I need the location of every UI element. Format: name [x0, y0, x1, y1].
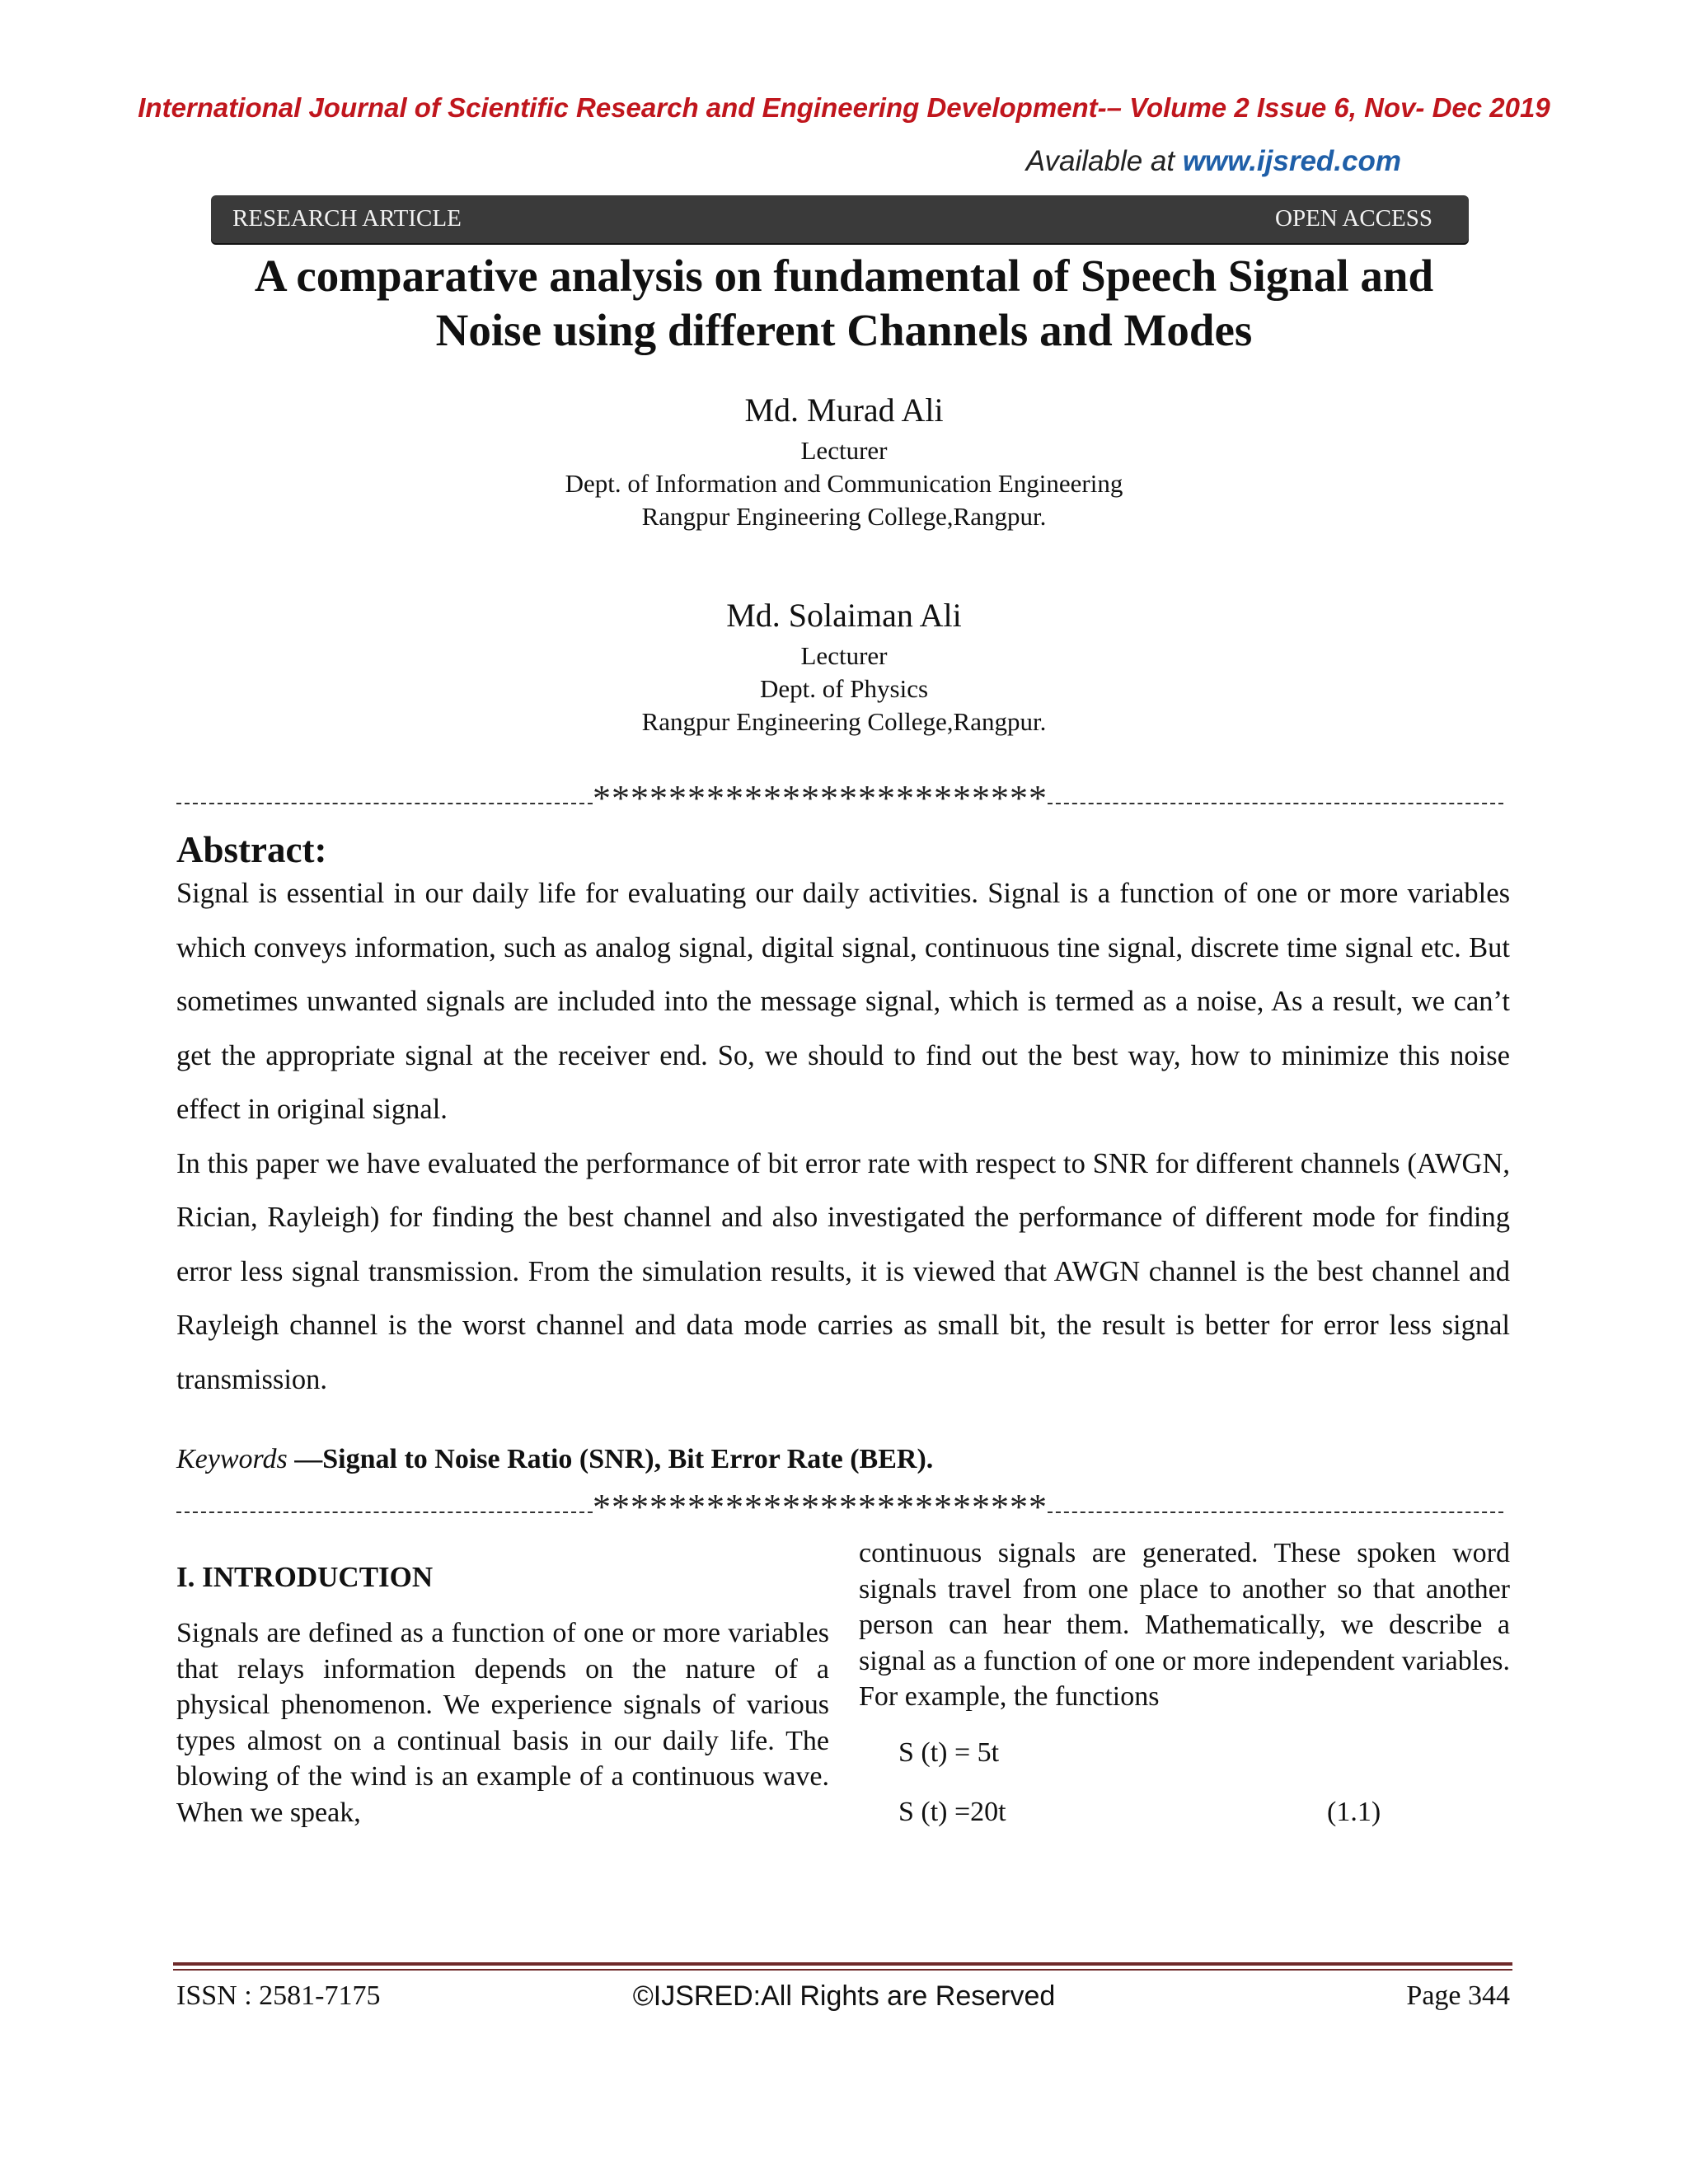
separator-stars: ************************ [593, 778, 1048, 818]
author-role: Lecturer [800, 436, 888, 465]
author-affiliation [0, 640, 1688, 738]
footer-issn: ISSN : 2581-7175 [176, 1980, 381, 2011]
introduction-heading: I. INTRODUCTION [176, 1561, 434, 1593]
separator-dashes [1048, 803, 1503, 804]
equation-number: (1.1) [1327, 1797, 1381, 1827]
author-name: Md. Murad Ali [744, 391, 944, 429]
author-name: Md. Solaiman Ali [726, 597, 962, 634]
author-dept: Dept. of Physics [759, 674, 929, 703]
author-role: Lecturer [800, 641, 888, 670]
open-access-label: OPEN ACCESS [1275, 205, 1432, 232]
author-dept: Dept. of Information and Communication Engineering [565, 469, 1123, 498]
journal-link[interactable]: www.ijsred.com [1182, 145, 1401, 177]
title-line-2: Noise using different Channels and Modes [435, 305, 1253, 355]
separator-dashes [1048, 1511, 1503, 1513]
research-article-label: RESEARCH ARTICLE [232, 205, 462, 232]
paper-title [148, 249, 1540, 358]
footer-rule [173, 1969, 1512, 1971]
footer-rights: ©IJSRED:All Rights are Reserved [632, 1980, 1056, 2012]
availability-line [1026, 145, 1401, 178]
separator-dashes [176, 803, 593, 804]
introduction-column-right: continuous signals are generated. These spoken word signals travel from one place to another so that another person can hear them. Mathematically, we describe a signal as a function of one or more independent variables. For example, the functions [859, 1538, 1510, 1712]
separator-dashes [176, 1511, 593, 1513]
keywords-text: —Signal to Noise Ratio (SNR), Bit Error Rate (BER). [287, 1444, 934, 1474]
keywords [176, 1444, 933, 1475]
article-type-banner [211, 195, 1469, 243]
section-separator [176, 780, 1503, 817]
footer-page-number: Page 344 [1406, 1980, 1510, 2011]
footer-rule [173, 1962, 1512, 1966]
journal-header: International Journal of Scientific Research and Engineering Development-– Volume 2 Issue 6, Nov- Dec 2019 [138, 92, 1550, 123]
author-institution: Rangpur Engineering College,Rangpur. [641, 502, 1047, 531]
keywords-label: Keywords [176, 1444, 288, 1474]
equation: S (t) = 5t [898, 1737, 1000, 1768]
equation: S (t) =20t [898, 1797, 1006, 1827]
author-affiliation [0, 434, 1688, 533]
abstract-heading: Abstract: [176, 829, 327, 870]
separator-stars: ************************ [593, 1487, 1048, 1527]
introduction-column-left: Signals are defined as a function of one or more variables that relays information depends on the nature of a physical phenomenon. We experience signals of various types almost on a continual basis in our daily life. The blowing of the wind is an example of a continuous wave. When we speak, [176, 1618, 829, 1828]
available-prefix: Available at [1025, 145, 1183, 177]
abstract-paragraph: Signal is essential in our daily life for evaluating our daily activities. Signal is a function of one or more variables which conveys information, such as analog signal, digital signal, continuous tine signal, discrete time signal etc. But sometimes unwanted signals are included into the message signal, which is termed as a noise, As a result, we can’t get the appropriate signal at the receiver end. So, we should to find out the best way, how to minimize this noise effect in original signal. [176, 878, 1510, 1125]
author-institution: Rangpur Engineering College,Rangpur. [641, 707, 1047, 736]
abstract-paragraph: In this paper we have evaluated the performance of bit error rate with respect to SNR for different channels (AWGN, Rician, Rayleigh) for finding the best channel and also investigated the performance of different mode for finding error less signal transmission. From the simulation results, it is viewed that AWGN channel is the best channel and Rayleigh channel is the worst channel and data mode carries as small bit, the result is better for error less signal transmission. [176, 1147, 1510, 1395]
abstract-body [176, 867, 1510, 1407]
title-line-1: A comparative analysis on fundamental of Speech Signal and [254, 251, 1434, 301]
section-separator [176, 1489, 1503, 1526]
